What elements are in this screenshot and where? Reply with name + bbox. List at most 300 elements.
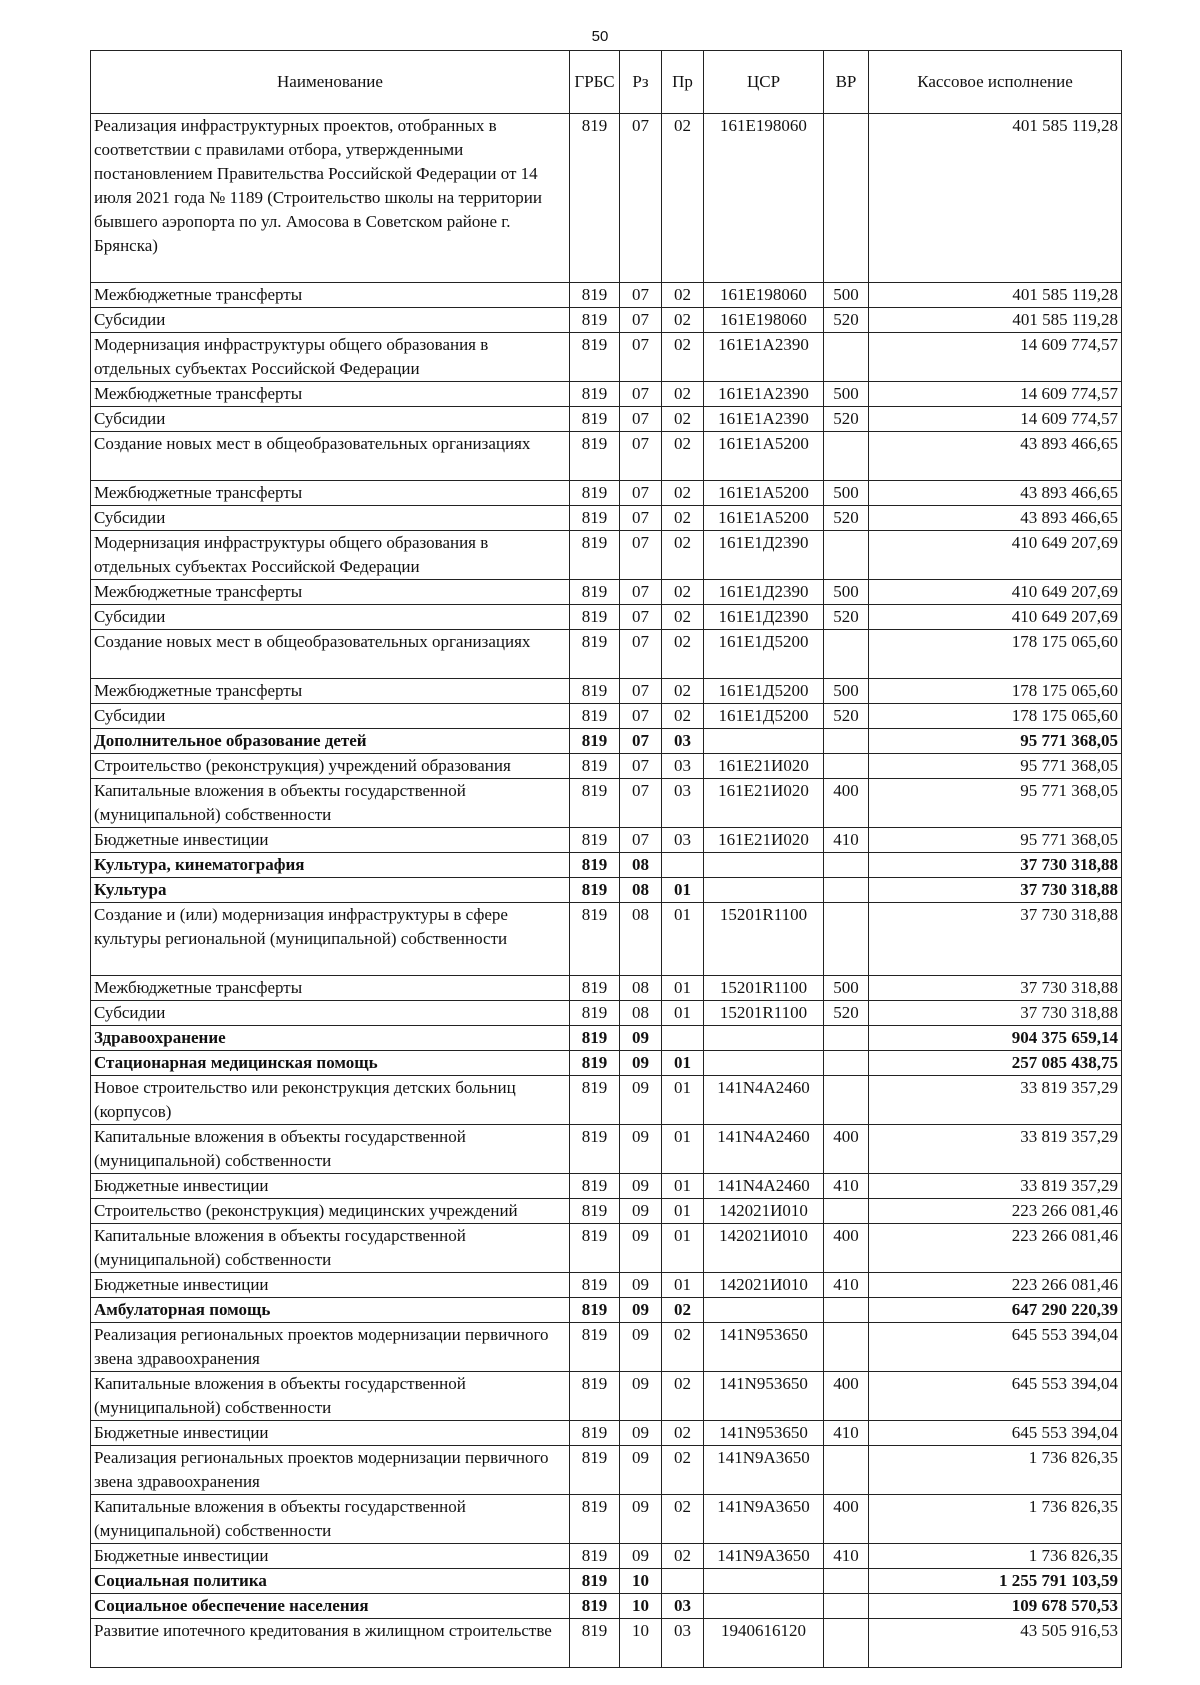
cell-csr: 141N9A3650 (704, 1446, 824, 1495)
cell-name: Капитальные вложения в объекты государственной (муниципальной) собственности (91, 1224, 570, 1273)
table-row (91, 1125, 1122, 1174)
table-row (91, 605, 1122, 630)
cell-name: Стационарная медицинская помощь (91, 1051, 570, 1076)
cell-csr: 161E1A2390 (704, 333, 824, 382)
cell-csr: 142021И010 (704, 1273, 824, 1298)
cell-pr: 02 (662, 630, 704, 679)
cell-rz: 09 (620, 1125, 662, 1174)
cell-grbs: 819 (570, 506, 620, 531)
cell-vr: 520 (824, 308, 869, 333)
header-name: Наименование (91, 51, 570, 114)
cell-amount: 37 730 318,88 (869, 1001, 1122, 1026)
cell-pr: 01 (662, 1076, 704, 1125)
cell-grbs: 819 (570, 481, 620, 506)
cell-pr: 02 (662, 407, 704, 432)
cell-csr (704, 1026, 824, 1051)
cell-name: Создание и (или) модернизация инфраструктуры в сфере культуры региональной (муниципальной) собственности (91, 903, 570, 976)
cell-vr (824, 1026, 869, 1051)
cell-vr (824, 1076, 869, 1125)
cell-csr (704, 853, 824, 878)
table-row (91, 382, 1122, 407)
cell-amount: 1 255 791 103,59 (869, 1569, 1122, 1594)
cell-pr: 02 (662, 382, 704, 407)
cell-grbs: 819 (570, 580, 620, 605)
cell-pr: 01 (662, 1051, 704, 1076)
cell-csr: 1940616120 (704, 1619, 824, 1668)
cell-name: Бюджетные инвестиции (91, 1544, 570, 1569)
cell-grbs: 819 (570, 679, 620, 704)
table-row (91, 1076, 1122, 1125)
cell-name: Межбюджетные трансферты (91, 580, 570, 605)
cell-pr: 02 (662, 1495, 704, 1544)
cell-csr: 141N9A3650 (704, 1544, 824, 1569)
cell-name: Капитальные вложения в объекты государственной (муниципальной) собственности (91, 1372, 570, 1421)
cell-pr: 02 (662, 506, 704, 531)
table-row (91, 779, 1122, 828)
cell-pr: 03 (662, 779, 704, 828)
cell-csr: 141N953650 (704, 1323, 824, 1372)
cell-name: Социальное обеспечение населения (91, 1594, 570, 1619)
cell-csr: 161E1Д5200 (704, 679, 824, 704)
cell-amount: 33 819 357,29 (869, 1076, 1122, 1125)
cell-rz: 07 (620, 605, 662, 630)
cell-name: Строительство (реконструкция) медицинских учреждений (91, 1199, 570, 1224)
cell-grbs: 819 (570, 976, 620, 1001)
cell-amount: 401 585 119,28 (869, 283, 1122, 308)
cell-csr (704, 729, 824, 754)
cell-csr: 141N4A2460 (704, 1174, 824, 1199)
cell-csr: 161E1Д2390 (704, 580, 824, 605)
cell-vr: 400 (824, 1224, 869, 1273)
cell-amount: 43 893 466,65 (869, 506, 1122, 531)
cell-name: Дополнительное образование детей (91, 729, 570, 754)
cell-pr: 03 (662, 828, 704, 853)
cell-amount: 904 375 659,14 (869, 1026, 1122, 1051)
cell-grbs: 819 (570, 1273, 620, 1298)
cell-amount: 645 553 394,04 (869, 1421, 1122, 1446)
cell-pr: 03 (662, 1619, 704, 1668)
cell-rz: 07 (620, 308, 662, 333)
cell-vr (824, 729, 869, 754)
cell-amount: 223 266 081,46 (869, 1199, 1122, 1224)
cell-csr (704, 1298, 824, 1323)
cell-vr (824, 531, 869, 580)
table-row (91, 1372, 1122, 1421)
cell-name: Субсидии (91, 407, 570, 432)
cell-name: Межбюджетные трансферты (91, 283, 570, 308)
table-row (91, 976, 1122, 1001)
cell-amount: 257 085 438,75 (869, 1051, 1122, 1076)
cell-amount: 33 819 357,29 (869, 1174, 1122, 1199)
cell-pr: 02 (662, 531, 704, 580)
cell-rz: 08 (620, 853, 662, 878)
cell-pr: 02 (662, 1446, 704, 1495)
cell-name: Межбюджетные трансферты (91, 481, 570, 506)
cell-grbs: 819 (570, 1125, 620, 1174)
table-row (91, 1051, 1122, 1076)
cell-rz: 09 (620, 1421, 662, 1446)
cell-rz: 07 (620, 506, 662, 531)
cell-grbs: 819 (570, 432, 620, 481)
cell-name: Капитальные вложения в объекты государственной (муниципальной) собственности (91, 779, 570, 828)
cell-csr: 161E1Д5200 (704, 630, 824, 679)
cell-pr: 01 (662, 1199, 704, 1224)
cell-rz: 10 (620, 1569, 662, 1594)
table-row (91, 1001, 1122, 1026)
table-row (91, 333, 1122, 382)
budget-table (90, 50, 1122, 1668)
cell-pr: 02 (662, 432, 704, 481)
cell-grbs: 819 (570, 333, 620, 382)
cell-name: Новое строительство или реконструкция детских больниц (корпусов) (91, 1076, 570, 1125)
cell-name: Социальная политика (91, 1569, 570, 1594)
cell-rz: 09 (620, 1273, 662, 1298)
cell-vr (824, 1051, 869, 1076)
cell-grbs: 819 (570, 903, 620, 976)
cell-vr: 500 (824, 976, 869, 1001)
table-row (91, 828, 1122, 853)
cell-csr: 15201R1100 (704, 903, 824, 976)
header-grbs: ГРБС (570, 51, 620, 114)
cell-grbs: 819 (570, 1323, 620, 1372)
cell-amount: 410 649 207,69 (869, 605, 1122, 630)
cell-csr (704, 878, 824, 903)
cell-amount: 95 771 368,05 (869, 779, 1122, 828)
table-row (91, 481, 1122, 506)
cell-rz: 07 (620, 481, 662, 506)
cell-csr: 161E198060 (704, 114, 824, 283)
cell-pr: 02 (662, 1421, 704, 1446)
table-row (91, 432, 1122, 481)
cell-vr (824, 754, 869, 779)
cell-csr: 141N953650 (704, 1421, 824, 1446)
cell-rz: 07 (620, 580, 662, 605)
cell-grbs: 819 (570, 1174, 620, 1199)
cell-rz: 10 (620, 1594, 662, 1619)
table-body (91, 114, 1122, 1668)
cell-amount: 43 893 466,65 (869, 481, 1122, 506)
cell-amount: 1 736 826,35 (869, 1446, 1122, 1495)
table-row (91, 1298, 1122, 1323)
cell-rz: 09 (620, 1224, 662, 1273)
cell-grbs: 819 (570, 1298, 620, 1323)
table-row (91, 407, 1122, 432)
cell-amount: 401 585 119,28 (869, 308, 1122, 333)
cell-grbs: 819 (570, 1569, 620, 1594)
table-row (91, 630, 1122, 679)
cell-grbs: 819 (570, 1372, 620, 1421)
cell-name: Создание новых мест в общеобразовательных организациях (91, 432, 570, 481)
table-row (91, 308, 1122, 333)
cell-amount: 645 553 394,04 (869, 1372, 1122, 1421)
cell-pr: 02 (662, 679, 704, 704)
cell-rz: 09 (620, 1495, 662, 1544)
cell-pr: 02 (662, 1544, 704, 1569)
cell-csr: 161E21И020 (704, 828, 824, 853)
cell-name: Создание новых мест в общеобразовательных организациях (91, 630, 570, 679)
cell-pr: 02 (662, 283, 704, 308)
cell-vr: 520 (824, 704, 869, 729)
cell-pr: 02 (662, 704, 704, 729)
cell-grbs: 819 (570, 1076, 620, 1125)
table-row (91, 729, 1122, 754)
table-row (91, 903, 1122, 976)
table-row (91, 754, 1122, 779)
table-row (91, 1273, 1122, 1298)
cell-rz: 07 (620, 283, 662, 308)
cell-csr: 141N4A2460 (704, 1076, 824, 1125)
cell-rz: 09 (620, 1199, 662, 1224)
table-row (91, 1174, 1122, 1199)
cell-grbs: 819 (570, 1051, 620, 1076)
cell-grbs: 819 (570, 308, 620, 333)
cell-pr: 02 (662, 481, 704, 506)
cell-vr: 410 (824, 1273, 869, 1298)
cell-grbs: 819 (570, 1619, 620, 1668)
cell-csr: 142021И010 (704, 1199, 824, 1224)
cell-grbs: 819 (570, 779, 620, 828)
cell-name: Здравоохранение (91, 1026, 570, 1051)
table-row (91, 1421, 1122, 1446)
cell-csr: 161E1A2390 (704, 407, 824, 432)
table-row (91, 1619, 1122, 1668)
cell-name: Субсидии (91, 704, 570, 729)
cell-vr (824, 1199, 869, 1224)
cell-amount: 178 175 065,60 (869, 704, 1122, 729)
cell-name: Капитальные вложения в объекты государственной (муниципальной) собственности (91, 1495, 570, 1544)
cell-amount: 178 175 065,60 (869, 630, 1122, 679)
cell-csr: 161E1A5200 (704, 481, 824, 506)
table-row (91, 114, 1122, 283)
cell-vr: 400 (824, 1495, 869, 1544)
cell-amount: 410 649 207,69 (869, 580, 1122, 605)
cell-grbs: 819 (570, 1224, 620, 1273)
cell-rz: 07 (620, 382, 662, 407)
table-row (91, 1199, 1122, 1224)
cell-pr (662, 1026, 704, 1051)
cell-pr (662, 853, 704, 878)
cell-grbs: 819 (570, 1026, 620, 1051)
cell-vr: 410 (824, 828, 869, 853)
cell-name: Бюджетные инвестиции (91, 1421, 570, 1446)
cell-csr: 141N953650 (704, 1372, 824, 1421)
cell-grbs: 819 (570, 729, 620, 754)
cell-pr: 01 (662, 976, 704, 1001)
header-pr: Пр (662, 51, 704, 114)
cell-csr: 15201R1100 (704, 1001, 824, 1026)
cell-rz: 07 (620, 630, 662, 679)
cell-amount: 109 678 570,53 (869, 1594, 1122, 1619)
cell-rz: 07 (620, 729, 662, 754)
cell-vr: 520 (824, 407, 869, 432)
cell-pr: 01 (662, 1001, 704, 1026)
table-row (91, 679, 1122, 704)
cell-rz: 09 (620, 1051, 662, 1076)
cell-amount: 37 730 318,88 (869, 853, 1122, 878)
cell-grbs: 819 (570, 1495, 620, 1544)
cell-amount: 1 736 826,35 (869, 1495, 1122, 1544)
cell-vr (824, 878, 869, 903)
table-row (91, 1495, 1122, 1544)
cell-csr: 161E21И020 (704, 779, 824, 828)
cell-vr: 500 (824, 580, 869, 605)
cell-rz: 07 (620, 828, 662, 853)
cell-grbs: 819 (570, 630, 620, 679)
cell-name: Амбулаторная помощь (91, 1298, 570, 1323)
cell-pr: 01 (662, 1125, 704, 1174)
cell-name: Субсидии (91, 605, 570, 630)
cell-name: Субсидии (91, 1001, 570, 1026)
cell-pr: 01 (662, 903, 704, 976)
cell-grbs: 819 (570, 283, 620, 308)
cell-csr: 161E1A5200 (704, 432, 824, 481)
cell-csr: 161E198060 (704, 308, 824, 333)
cell-pr: 01 (662, 1224, 704, 1273)
cell-vr (824, 333, 869, 382)
cell-name: Развитие ипотечного кредитования в жилищном строительстве (91, 1619, 570, 1668)
cell-vr (824, 853, 869, 878)
cell-pr: 02 (662, 1372, 704, 1421)
table-header-row (91, 51, 1122, 114)
cell-pr: 01 (662, 878, 704, 903)
cell-pr: 01 (662, 1273, 704, 1298)
cell-pr: 03 (662, 1594, 704, 1619)
cell-rz: 07 (620, 432, 662, 481)
cell-name: Модернизация инфраструктуры общего образования в отдельных субъектах Российской Федерации (91, 531, 570, 580)
cell-vr: 410 (824, 1174, 869, 1199)
cell-rz: 07 (620, 704, 662, 729)
cell-amount: 223 266 081,46 (869, 1273, 1122, 1298)
cell-vr: 520 (824, 506, 869, 531)
cell-vr (824, 1323, 869, 1372)
cell-pr: 03 (662, 729, 704, 754)
cell-vr (824, 1446, 869, 1495)
cell-csr: 161E1A5200 (704, 506, 824, 531)
cell-name: Реализация региональных проектов модернизации первичного звена здравоохранения (91, 1323, 570, 1372)
cell-rz: 09 (620, 1174, 662, 1199)
cell-name: Субсидии (91, 506, 570, 531)
cell-csr: 161E1A2390 (704, 382, 824, 407)
cell-rz: 09 (620, 1372, 662, 1421)
cell-grbs: 819 (570, 382, 620, 407)
cell-grbs: 819 (570, 754, 620, 779)
cell-pr: 02 (662, 580, 704, 605)
cell-csr: 161E1Д2390 (704, 531, 824, 580)
cell-amount: 95 771 368,05 (869, 754, 1122, 779)
cell-csr: 142021И010 (704, 1224, 824, 1273)
cell-amount: 14 609 774,57 (869, 333, 1122, 382)
cell-rz: 07 (620, 407, 662, 432)
cell-pr: 02 (662, 1323, 704, 1372)
cell-grbs: 819 (570, 828, 620, 853)
cell-rz: 09 (620, 1026, 662, 1051)
cell-vr (824, 432, 869, 481)
cell-rz: 08 (620, 976, 662, 1001)
cell-csr: 161E1Д5200 (704, 704, 824, 729)
table-row (91, 1446, 1122, 1495)
cell-name: Бюджетные инвестиции (91, 1174, 570, 1199)
cell-amount: 95 771 368,05 (869, 828, 1122, 853)
cell-name: Бюджетные инвестиции (91, 1273, 570, 1298)
cell-vr: 500 (824, 283, 869, 308)
cell-vr: 500 (824, 382, 869, 407)
cell-amount: 14 609 774,57 (869, 407, 1122, 432)
cell-csr: 161E21И020 (704, 754, 824, 779)
cell-rz: 09 (620, 1298, 662, 1323)
table-row (91, 283, 1122, 308)
cell-grbs: 819 (570, 1544, 620, 1569)
cell-vr (824, 1594, 869, 1619)
header-amount: Кассовое исполнение (869, 51, 1122, 114)
table-row (91, 506, 1122, 531)
cell-name: Межбюджетные трансферты (91, 679, 570, 704)
cell-amount: 37 730 318,88 (869, 878, 1122, 903)
cell-vr: 500 (824, 481, 869, 506)
cell-grbs: 819 (570, 1446, 620, 1495)
header-rz: Рз (620, 51, 662, 114)
cell-rz: 09 (620, 1446, 662, 1495)
cell-grbs: 819 (570, 531, 620, 580)
header-csr: ЦСР (704, 51, 824, 114)
cell-rz: 07 (620, 531, 662, 580)
cell-rz: 07 (620, 779, 662, 828)
cell-csr: 161E198060 (704, 283, 824, 308)
cell-amount: 401 585 119,28 (869, 114, 1122, 283)
cell-name: Культура (91, 878, 570, 903)
cell-grbs: 819 (570, 407, 620, 432)
cell-pr: 02 (662, 1298, 704, 1323)
table-row (91, 704, 1122, 729)
cell-rz: 08 (620, 1001, 662, 1026)
cell-amount: 1 736 826,35 (869, 1544, 1122, 1569)
cell-amount: 43 505 916,53 (869, 1619, 1122, 1668)
cell-rz: 09 (620, 1544, 662, 1569)
table-row (91, 1026, 1122, 1051)
cell-csr: 15201R1100 (704, 976, 824, 1001)
cell-csr: 161E1Д2390 (704, 605, 824, 630)
cell-vr (824, 114, 869, 283)
cell-amount: 33 819 357,29 (869, 1125, 1122, 1174)
cell-pr: 02 (662, 333, 704, 382)
cell-rz: 10 (620, 1619, 662, 1668)
cell-vr: 400 (824, 779, 869, 828)
cell-amount: 223 266 081,46 (869, 1224, 1122, 1273)
cell-amount: 645 553 394,04 (869, 1323, 1122, 1372)
table-row (91, 580, 1122, 605)
cell-csr (704, 1594, 824, 1619)
cell-pr: 02 (662, 308, 704, 333)
cell-grbs: 819 (570, 1421, 620, 1446)
cell-name: Культура, кинематография (91, 853, 570, 878)
table-row (91, 1323, 1122, 1372)
cell-rz: 07 (620, 333, 662, 382)
cell-vr: 500 (824, 679, 869, 704)
cell-name: Модернизация инфраструктуры общего образования в отдельных субъектах Российской Федерации (91, 333, 570, 382)
cell-vr: 410 (824, 1544, 869, 1569)
table-row (91, 853, 1122, 878)
cell-amount: 14 609 774,57 (869, 382, 1122, 407)
cell-rz: 08 (620, 903, 662, 976)
cell-vr: 400 (824, 1372, 869, 1421)
cell-name: Реализация региональных проектов модернизации первичного звена здравоохранения (91, 1446, 570, 1495)
cell-amount: 37 730 318,88 (869, 903, 1122, 976)
cell-csr: 141N4A2460 (704, 1125, 824, 1174)
cell-grbs: 819 (570, 605, 620, 630)
cell-rz: 09 (620, 1076, 662, 1125)
page-number: 50 (591, 28, 609, 45)
cell-rz: 08 (620, 878, 662, 903)
cell-pr: 02 (662, 605, 704, 630)
